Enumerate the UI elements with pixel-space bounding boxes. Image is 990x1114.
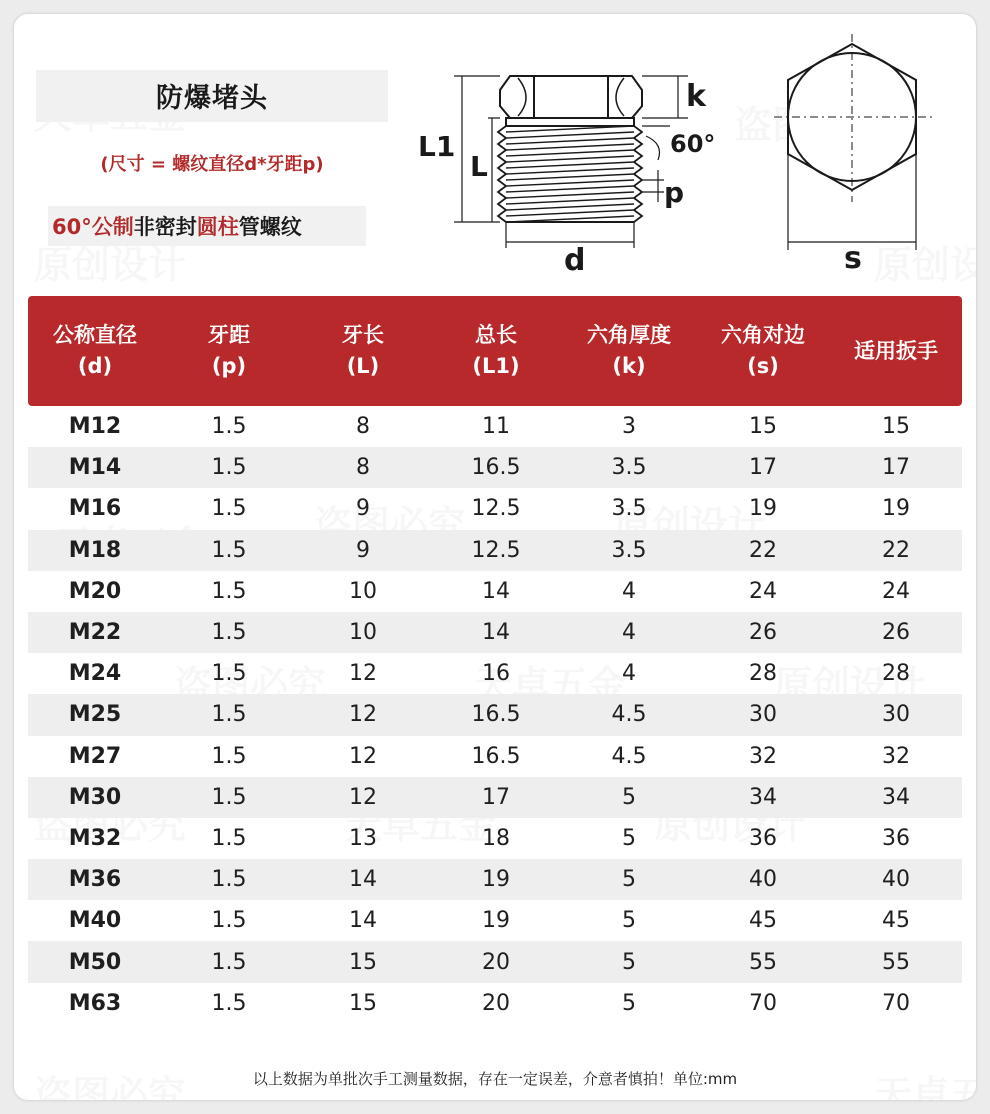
table-row [28, 694, 962, 735]
value-cell: 19 [482, 908, 510, 934]
value-cell: 70 [882, 990, 910, 1016]
size-cell: M25 [68, 702, 122, 728]
thread-type-part: 圆柱 [196, 215, 239, 239]
value-cell: 17 [882, 455, 910, 481]
top-view [774, 34, 932, 250]
value-cell: 1.5 [211, 867, 247, 893]
value-cell: 3.5 [611, 537, 647, 563]
column-header-unit: (d) [77, 354, 113, 378]
value-cell: 1.5 [211, 537, 247, 563]
column-header [296, 320, 430, 382]
value-cell: 4.5 [611, 702, 647, 728]
value-cell: 19 [482, 867, 510, 893]
column-header-name: 总长 [475, 323, 517, 347]
column-header-name: 适用扳手 [854, 338, 938, 363]
value-cell: 32 [882, 743, 910, 769]
value-cell: 15 [882, 414, 910, 440]
value-cell: 14 [482, 578, 510, 604]
value-cell: 11 [482, 414, 510, 440]
table-row [28, 777, 962, 818]
value-cell: 22 [749, 537, 777, 563]
size-cell: M20 [68, 578, 122, 604]
label-d: d [564, 243, 586, 278]
column-header-name: 牙长 [342, 323, 384, 347]
value-cell: 14 [349, 908, 377, 934]
value-cell: 4 [622, 661, 636, 687]
size-cell: M22 [68, 620, 122, 646]
table-row [28, 983, 962, 1024]
value-cell: 1.5 [211, 578, 247, 604]
value-cell: 12 [349, 702, 377, 728]
value-cell: 34 [882, 784, 910, 810]
value-cell: 1.5 [211, 908, 247, 934]
column-header [830, 336, 962, 367]
spec-table-header [28, 296, 962, 406]
value-cell: 9 [356, 496, 370, 522]
value-cell: 12 [349, 661, 377, 687]
column-header-unit: (s) [747, 354, 779, 378]
label-k: k [686, 79, 706, 114]
spec-table-body [28, 406, 962, 1024]
value-cell: 20 [482, 990, 510, 1016]
value-cell: 12.5 [471, 496, 521, 522]
thread-type-part: 管螺纹 [238, 215, 302, 239]
value-cell: 3 [622, 414, 636, 440]
table-row [28, 488, 962, 529]
column-header-name: 六角厚度 [587, 323, 671, 347]
value-cell: 4 [622, 620, 636, 646]
value-cell: 14 [482, 620, 510, 646]
value-cell: 5 [622, 784, 636, 810]
value-cell: 1.5 [211, 496, 247, 522]
side-view [454, 76, 688, 248]
table-row [28, 941, 962, 982]
thread-type-part: 60°公制 [52, 215, 134, 239]
size-cell: M36 [68, 867, 122, 893]
value-cell: 32 [749, 743, 777, 769]
value-cell: 36 [749, 825, 777, 851]
value-cell: 36 [882, 825, 910, 851]
value-cell: 15 [749, 414, 777, 440]
value-cell: 12.5 [471, 537, 521, 563]
size-cell: M32 [68, 825, 122, 851]
size-cell: M27 [68, 743, 122, 769]
value-cell: 1.5 [211, 784, 247, 810]
value-cell: 5 [622, 908, 636, 934]
value-cell: 10 [349, 578, 377, 604]
value-cell: 1.5 [211, 414, 247, 440]
size-cell: M14 [68, 455, 122, 481]
value-cell: 20 [482, 949, 510, 975]
column-header-unit: (k) [612, 354, 646, 378]
value-cell: 16 [482, 661, 510, 687]
value-cell: 5 [622, 825, 636, 851]
footer-note: 以上数据为单批次手工测量数据，存在一定误差，介意者慎拍！单位:mm [252, 1070, 738, 1088]
column-header-name: 六角对边 [721, 323, 805, 347]
value-cell: 5 [622, 867, 636, 893]
value-cell: 1.5 [211, 949, 247, 975]
table-row [28, 571, 962, 612]
size-cell: M12 [68, 414, 122, 440]
value-cell: 34 [749, 784, 777, 810]
value-cell: 40 [749, 867, 777, 893]
table-row [28, 736, 962, 777]
value-cell: 55 [882, 949, 910, 975]
spec-card [14, 14, 976, 1100]
value-cell: 28 [749, 661, 777, 687]
plug-diagram [14, 14, 976, 294]
column-header [696, 320, 830, 382]
table-row [28, 530, 962, 571]
value-cell: 19 [749, 496, 777, 522]
label-s: s [844, 241, 862, 276]
value-cell: 24 [882, 578, 910, 604]
table-row [28, 612, 962, 653]
size-cell: M24 [68, 661, 122, 687]
value-cell: 24 [749, 578, 777, 604]
value-cell: 16.5 [471, 702, 521, 728]
label-angle: 60° [670, 130, 716, 158]
column-header [430, 320, 562, 382]
value-cell: 1.5 [211, 455, 247, 481]
value-cell: 16.5 [471, 743, 521, 769]
table-row [28, 818, 962, 859]
value-cell: 1.5 [211, 702, 247, 728]
size-cell: M63 [68, 990, 122, 1016]
size-cell: M50 [68, 949, 122, 975]
value-cell: 8 [356, 455, 370, 481]
product-title: 防爆堵头 [156, 83, 268, 114]
value-cell: 28 [882, 661, 910, 687]
table-row [28, 406, 962, 447]
thread-type-part: 非密封 [133, 215, 197, 239]
value-cell: 5 [622, 949, 636, 975]
value-cell: 10 [349, 620, 377, 646]
value-cell: 40 [882, 867, 910, 893]
value-cell: 22 [882, 537, 910, 563]
value-cell: 4 [622, 578, 636, 604]
value-cell: 15 [349, 990, 377, 1016]
column-header-unit: (L) [346, 354, 380, 378]
value-cell: 26 [749, 620, 777, 646]
value-cell: 13 [349, 825, 377, 851]
value-cell: 8 [356, 414, 370, 440]
value-cell: 1.5 [211, 743, 247, 769]
value-cell: 45 [749, 908, 777, 934]
value-cell: 18 [482, 825, 510, 851]
size-cell: M16 [68, 496, 122, 522]
value-cell: 12 [349, 784, 377, 810]
value-cell: 30 [882, 702, 910, 728]
value-cell: 12 [349, 743, 377, 769]
value-cell: 3.5 [611, 455, 647, 481]
label-L1: L1 [418, 130, 456, 163]
table-row [28, 859, 962, 900]
value-cell: 17 [749, 455, 777, 481]
value-cell: 26 [882, 620, 910, 646]
value-cell: 1.5 [211, 661, 247, 687]
value-cell: 3.5 [611, 496, 647, 522]
value-cell: 55 [749, 949, 777, 975]
table-row [28, 447, 962, 488]
size-cell: M30 [68, 784, 122, 810]
value-cell: 30 [749, 702, 777, 728]
column-header [28, 320, 162, 382]
value-cell: 45 [882, 908, 910, 934]
column-header [562, 320, 696, 382]
value-cell: 16.5 [471, 455, 521, 481]
table-row [28, 653, 962, 694]
value-cell: 19 [882, 496, 910, 522]
value-cell: 1.5 [211, 825, 247, 851]
size-formula: (尺寸 = 螺纹直径d*牙距p) [100, 154, 324, 175]
value-cell: 9 [356, 537, 370, 563]
value-cell: 1.5 [211, 990, 247, 1016]
size-cell: M40 [68, 908, 122, 934]
value-cell: 4.5 [611, 743, 647, 769]
label-L: L [470, 150, 488, 183]
column-header-name: 牙距 [208, 323, 250, 347]
value-cell: 5 [622, 990, 636, 1016]
label-p: p [664, 176, 685, 209]
column-header-name: 公称直径 [53, 323, 137, 347]
value-cell: 70 [749, 990, 777, 1016]
size-cell: M18 [68, 537, 122, 563]
column-header [162, 320, 296, 382]
value-cell: 1.5 [211, 620, 247, 646]
table-row [28, 900, 962, 941]
column-header-unit: (p) [211, 354, 247, 378]
value-cell: 14 [349, 867, 377, 893]
value-cell: 17 [482, 784, 510, 810]
column-header-unit: (L1) [472, 354, 520, 378]
value-cell: 15 [349, 949, 377, 975]
